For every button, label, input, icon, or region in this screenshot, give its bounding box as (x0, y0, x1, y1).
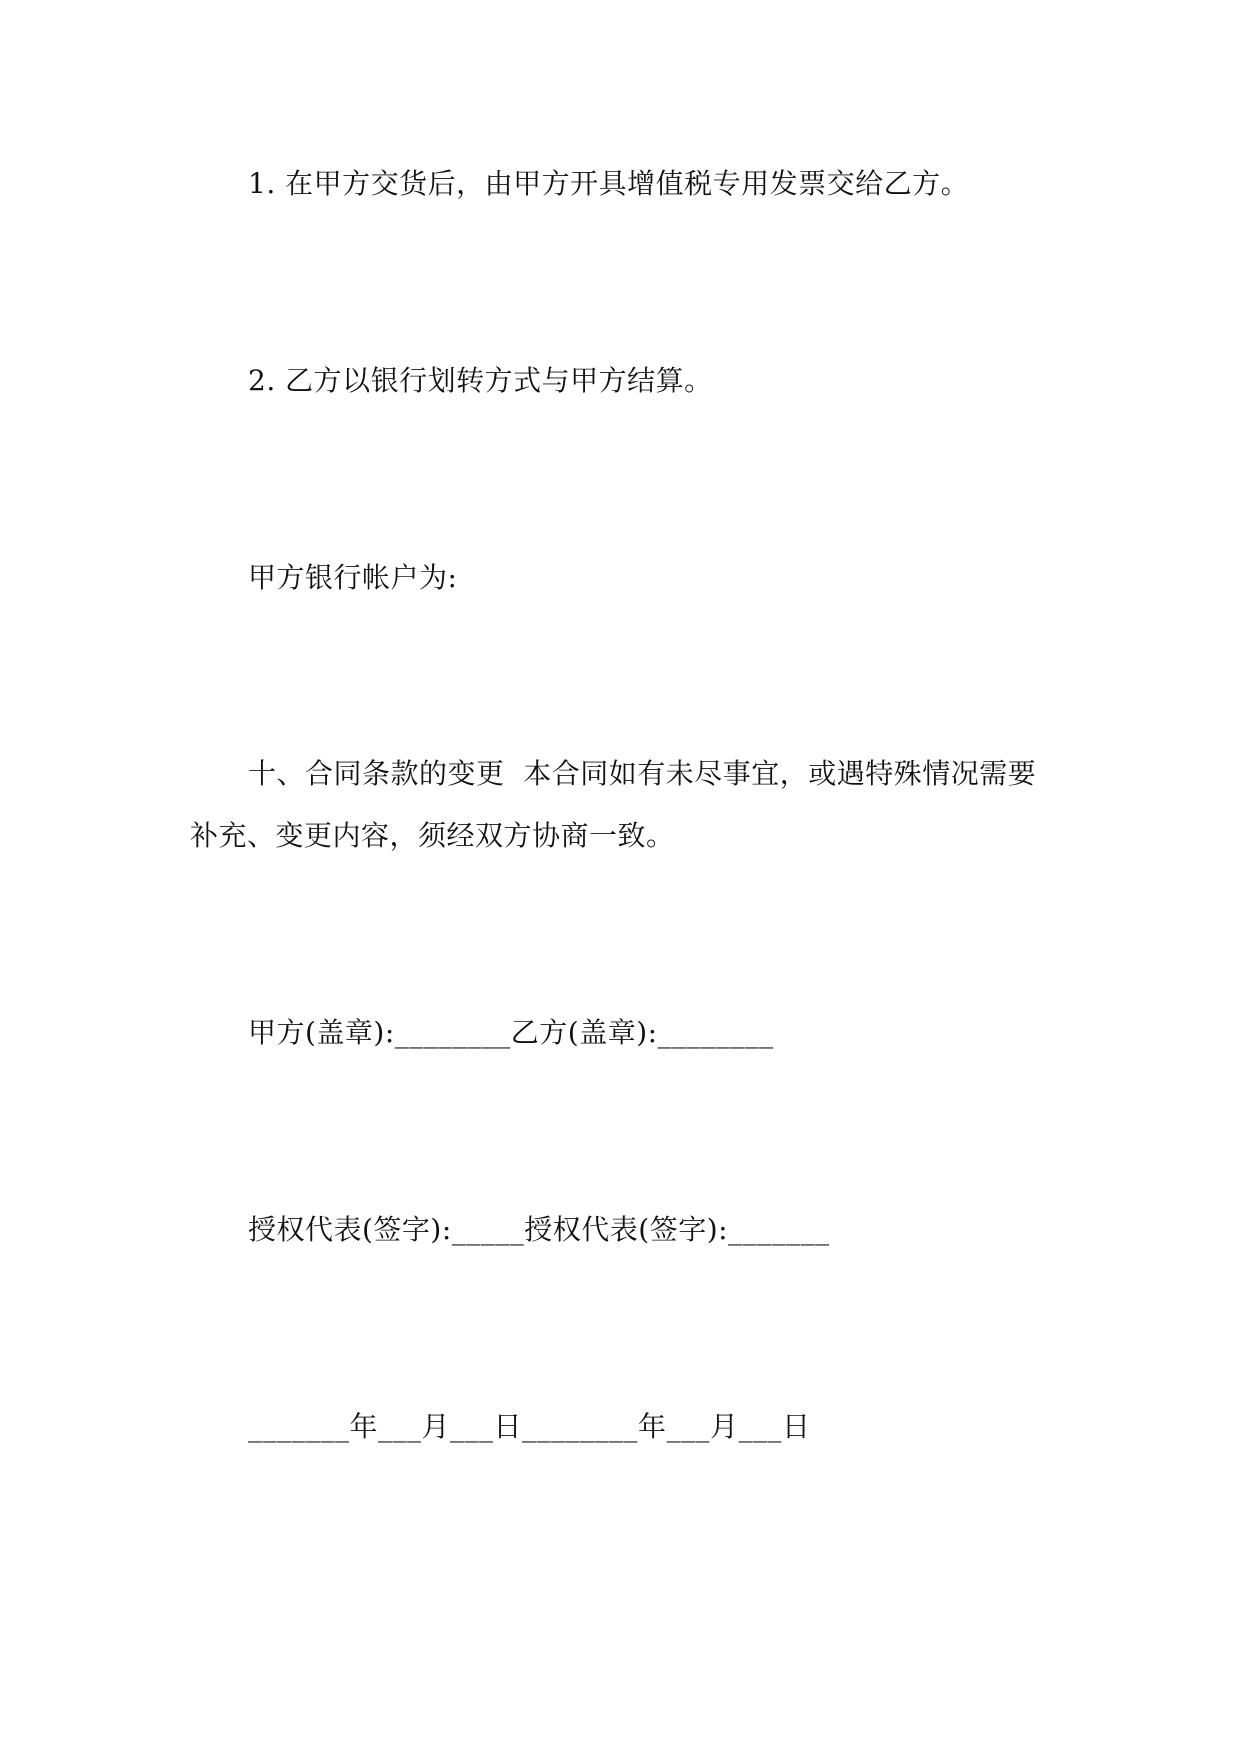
paragraph-settlement-clause: 2. 乙方以银行划转方式与甲方结算。 (248, 364, 713, 397)
paragraph-invoice-clause: 1. 在甲方交货后，由甲方开具增值税专用发票交给乙方。 (248, 167, 970, 200)
paragraph-amendment-line1: 十、合同条款的变更 本合同如有未尽事宜，或遇特殊情况需要 (248, 757, 1037, 790)
signature-date-line: _______年___月___日________年___月___日 (248, 1410, 811, 1443)
paragraph-bank-account: 甲方银行帐户为: (248, 561, 458, 594)
signature-seal-line: 甲方(盖章):________乙方(盖章):________ (248, 1016, 774, 1049)
signature-representative-line: 授权代表(签字):_____授权代表(签字):_______ (248, 1213, 830, 1246)
paragraph-amendment-line2: 补充、变更内容，须经双方协商一致。 (190, 819, 675, 852)
